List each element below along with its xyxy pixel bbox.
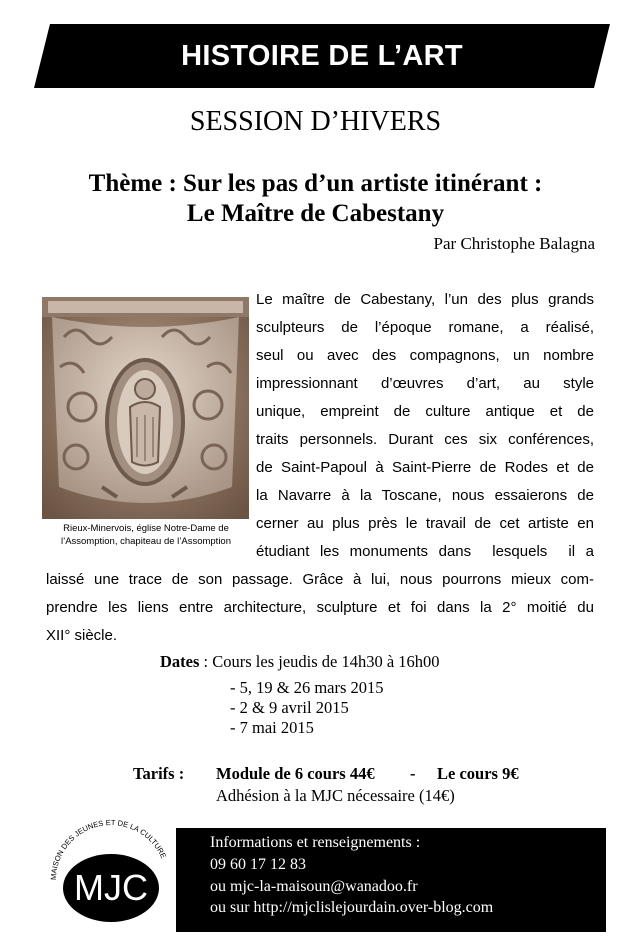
info-email: ou mjc-la-maisoun@wanadoo.fr: [210, 878, 418, 895]
logo-mjc-text: MJC: [74, 867, 148, 908]
mjc-logo: [36, 818, 186, 938]
description-line: étudiant les monuments dans lesquels il a: [256, 543, 594, 560]
info-title: Informations et renseignements :: [210, 834, 421, 851]
theme-line-1: Thème : Sur les pas d’un artiste itinérant :: [88, 170, 543, 197]
dates-label: Dates: [160, 652, 200, 671]
photo-caption: Rieux-Minervois, église Notre-Dame de l’Assomption, chapiteau de l’Assomption: [60, 523, 232, 547]
tarifs-label: Tarifs :: [133, 764, 185, 783]
capital-photo: [42, 297, 249, 519]
info-phone: 09 60 17 12 83: [210, 856, 306, 873]
date-item: - 5, 19 & 26 mars 2015: [230, 678, 384, 697]
dates-line: [160, 652, 440, 672]
description-line: cerner au plus près le travail de cet artiste en: [256, 515, 594, 532]
date-item: - 2 & 9 avril 2015: [230, 698, 349, 717]
capital-sculpture-image: [42, 297, 249, 519]
author-line: Par Christophe Balagna: [433, 234, 595, 253]
tarif-module: Module de 6 cours 44€: [216, 764, 375, 783]
description-line: seul ou avec des compagnons, un nombre: [256, 347, 594, 364]
description-line: unique, empreint de culture antique et de: [256, 403, 594, 420]
description-line: la Navarre à la Toscane, nous essaierons de: [256, 487, 594, 504]
adhesion-line: Adhésion à la MJC nécessaire (14€): [216, 786, 455, 805]
description-line: prendre les liens entre architecture, sculpture et foi dans la 2° moitié du: [46, 599, 594, 616]
logo-arc-text: MAISON DES JEUNES ET DE LA CULTURE: [48, 818, 169, 881]
dates-intro: : Cours les jeudis de 14h30 à 16h00: [199, 652, 440, 671]
description-line: de Saint-Papoul à Saint-Pierre de Rodes et de: [256, 459, 594, 476]
logo-town-text: L’ISLE-JOURDAIN: [108, 929, 168, 936]
description-line: impressionnant d’œuvres d’art, au style: [256, 375, 594, 392]
description-line: laissé une trace de son passage. Grâce à lui, nous pourrons mieux com-: [46, 571, 594, 588]
description-line: sculpteurs de l’époque romane, a réalisé,: [256, 319, 594, 336]
session-heading: SESSION D’HIVERS: [189, 106, 442, 137]
description-line: traits personnels. Durant ces six conférences,: [256, 431, 594, 448]
tarif-separator: -: [410, 764, 416, 783]
tarif-cours: Le cours 9€: [437, 764, 519, 783]
info-website: ou sur http://mjclislejourdain.over-blog.com: [210, 899, 494, 916]
description-line: XII° siècle.: [46, 627, 118, 644]
description-line: Le maître de Cabestany, l’un des plus grands: [256, 291, 594, 308]
date-item: - 7 mai 2015: [230, 718, 314, 737]
page-title: HISTOIRE DE L’ART: [181, 40, 463, 72]
theme-line-2: Le Maître de Cabestany: [186, 200, 445, 227]
